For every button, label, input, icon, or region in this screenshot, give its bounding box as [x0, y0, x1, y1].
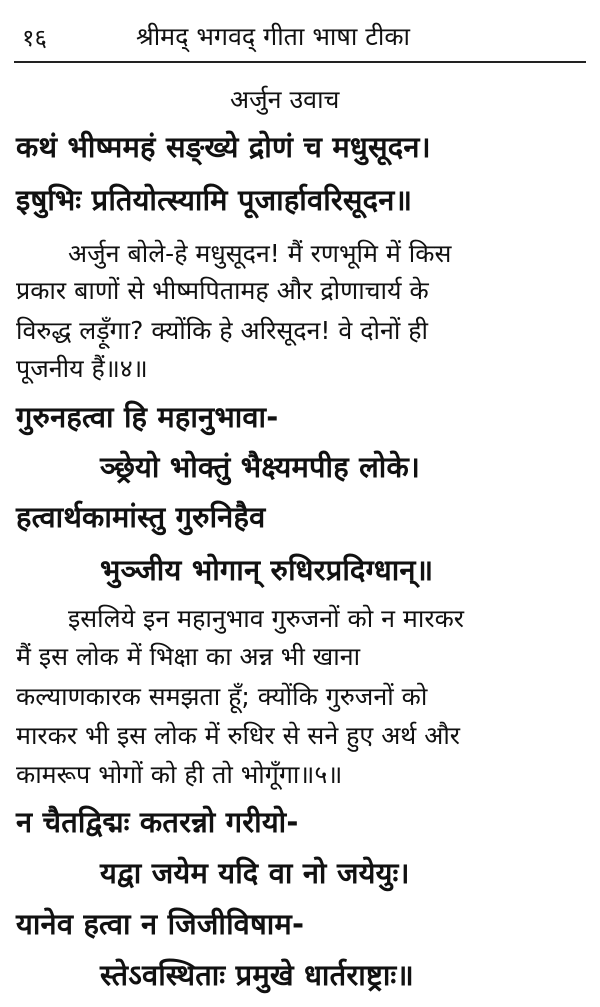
verse-6-line-1: न चैतद्विद्मः कतरन्नो गरीयो-: [16, 805, 299, 839]
verse-5-line-2: ञ्छ्रेयो भोक्तुं भैक्ष्यमपीह लोके।: [100, 450, 421, 484]
commentary-4-line-1: अर्जुन बोले-हे मधुसूदन! मैं रणभूमि में किस: [68, 239, 452, 268]
commentary-5-line-1: इसलिये इन महानुभाव गुरुजनों को न मारकर: [68, 604, 465, 633]
commentary-5-line-5: कामरूप भोगों को ही तो भोगूँगा॥५॥: [16, 760, 343, 789]
verse-4-line-1: कथं भीष्ममहं सङ्ख्ये द्रोणं च मधुसूदन।: [16, 130, 431, 164]
header-rule: [14, 61, 586, 63]
commentary-4-line-4: पूजनीय हैं॥४॥: [16, 354, 148, 383]
verse-6-line-4: स्तेऽवस्थिताः प्रमुखे धार्तराष्ट्राः॥: [100, 958, 415, 992]
commentary-4-line-3: विरुद्ध लड़ूँगा? क्योंकि हे अरिसूदन! वे दोनों ही: [16, 316, 428, 345]
verse-4-line-2: इषुभिः प्रतियोत्स्यामि पूजार्हावरिसूदन॥: [16, 183, 413, 217]
commentary-5-line-4: मारकर भी इस लोक में रुधिर से सने हुए अर्थ और: [16, 721, 461, 750]
page-number: १६: [22, 24, 47, 52]
verse-5-line-3: हत्वार्थकामांस्तु गुरुनिहैव: [16, 500, 266, 534]
verse-5-line-1: गुरुनहत्वा हि महानुभावा-: [16, 400, 279, 434]
verse-6-line-3: यानेव हत्वा न जिजीविषाम-: [16, 907, 305, 941]
page-header: [16, 14, 584, 54]
speaker-heading: अर्जुन उवाच: [230, 85, 340, 114]
commentary-4-line-2: प्रकार बाणों से भीष्मपितामह और द्रोणाचार्य के: [16, 276, 429, 305]
verse-6-line-2: यद्वा जयेम यदि वा नो जयेयुः।: [100, 856, 410, 890]
commentary-5-line-2: मैं इस लोक में भिक्षा का अन्न भी खाना: [16, 642, 361, 671]
verse-5-line-4: भुञ्जीय भोगान् रुधिरप्रदिग्धान्॥: [100, 553, 434, 587]
running-title: श्रीमद् भगवद् गीता भाषा टीका: [136, 22, 411, 51]
commentary-5-line-3: कल्याणकारक समझता हूँ; क्योंकि गुरुजनों को: [16, 682, 428, 711]
